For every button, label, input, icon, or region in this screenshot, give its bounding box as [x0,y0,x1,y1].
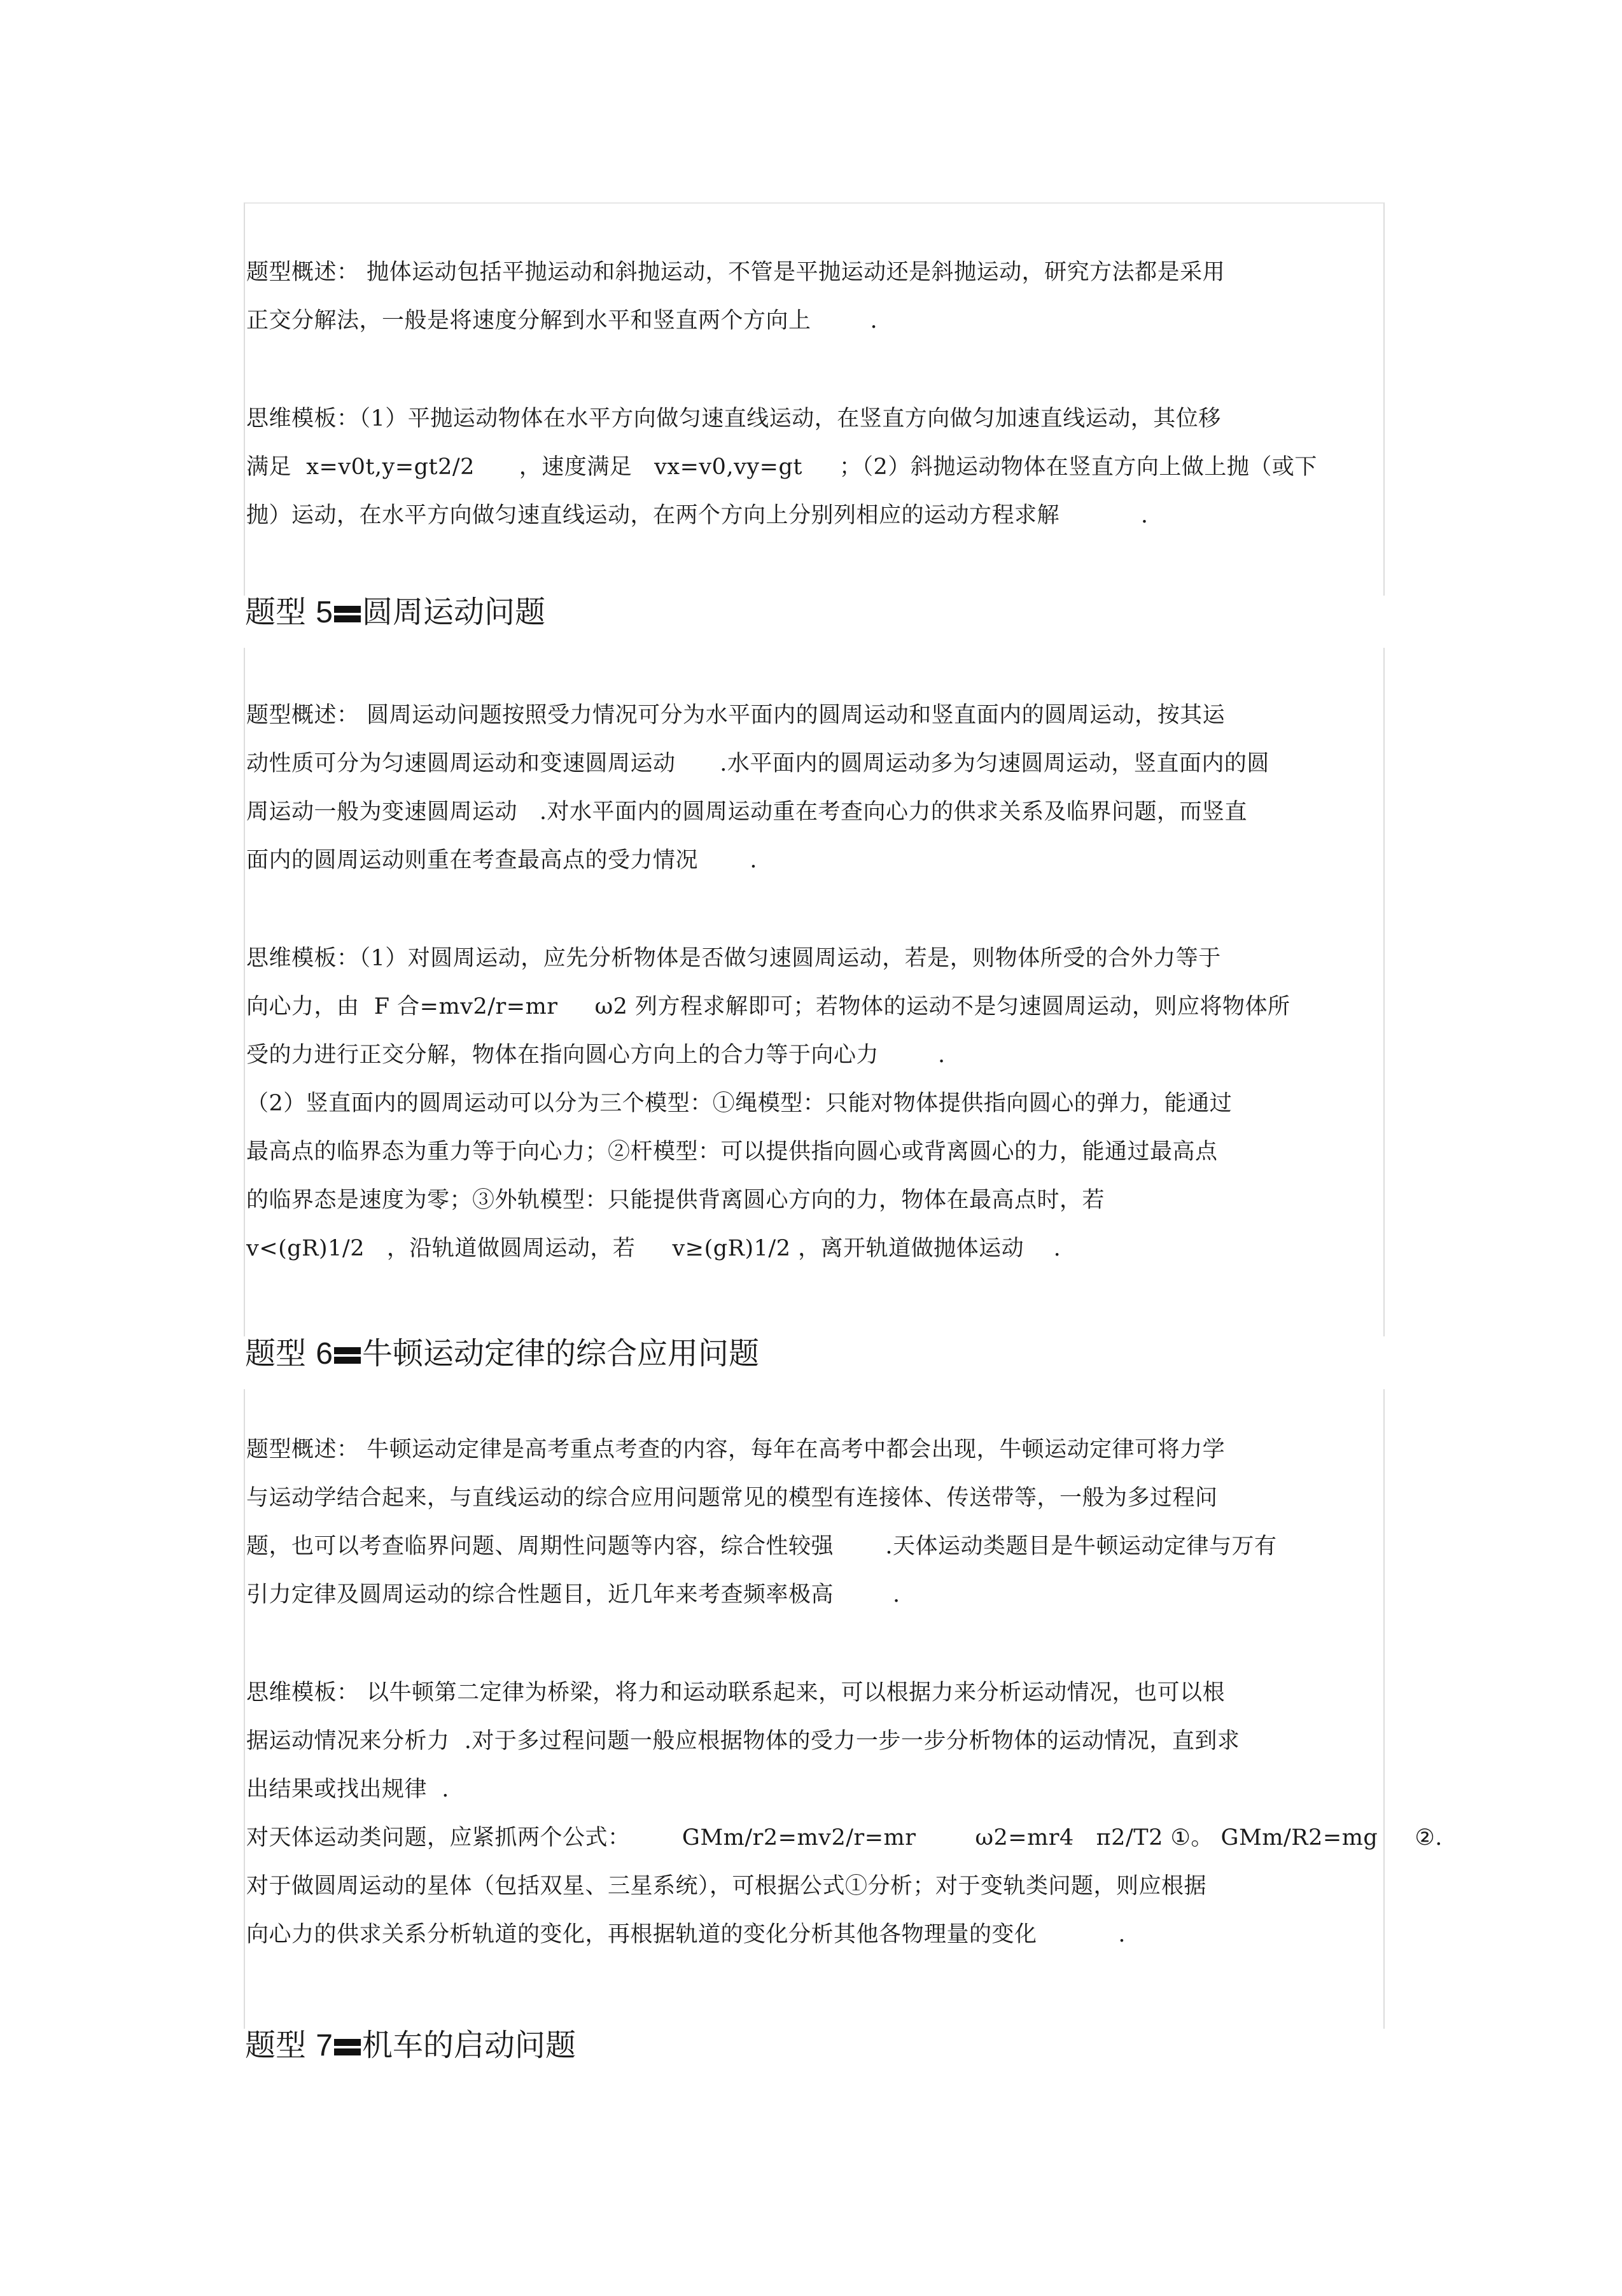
s5-overview-line-1: 题型概述： 圆周运动问题按照受力情况可分为水平面内的圆周运动和竖直面内的圆周运动，按其运 [246,703,1226,728]
s5-template-line-7: v<(gR)1/2 ，沿轨道做圆周运动，若 v≥(gR)1/2 ，离开轨道做抛体运动 . [246,1236,1061,1261]
heading-number: 7 [316,2029,333,2062]
heading-separator-mark [334,605,361,624]
heading-prefix: 题型 [245,2027,316,2063]
s4-template-line-3: 抛）运动，在水平方向做匀速直线运动，在两个方向上分别列相应的运动方程求解 . [246,503,1149,528]
s5-template-line-2: 向心力，由 F 合=mv2/r=mr ω2 列方程求解即可；若物体的运动不是匀速圆周运动，则应将物体所 [246,994,1290,1019]
s4-template-line-2: 满足 x=v0t,y=gt2/2 ，速度满足 vx=v0,vy=gt ；（2）斜抛运动物体在竖直方向上做上抛（或下 [246,454,1317,480]
s4-overview-line-1: 题型概述： 抛体运动包括平抛运动和斜抛运动，不管是平抛运动还是斜抛运动，研究方法都是采用 [246,260,1226,285]
heading-prefix: 题型 [245,594,316,630]
s4-template-line-1: 思维模板：（1）平抛运动物体在水平方向做匀速直线运动，在竖直方向做匀加速直线运动，其位移 [246,406,1221,431]
heading-separator-mark [334,2038,361,2057]
heading-title: 机车的启动问题 [361,2027,576,2063]
heading-prefix: 题型 [245,1336,316,1371]
heading-number: 5 [316,596,333,629]
s6-template-line-1: 思维模板： 以牛顿第二定律为桥梁，将力和运动联系起来，可以根据力来分析运动情况，也可以根 [246,1680,1226,1705]
s5-template-line-5: 最高点的临界态为重力等于向心力；②杆模型：可以提供指向圆心或背离圆心的力，能通过最高点 [246,1139,1218,1165]
s4-overview-line-2: 正交分解法，一般是将速度分解到水平和竖直两个方向上 . [246,308,878,333]
s5-overview-line-4: 面内的圆周运动则重在考查最高点的受力情况 . [246,848,758,873]
s5-template-line-1: 思维模板：（1）对圆周运动，应先分析物体是否做匀速圆周运动，若是，则物体所受的合外力等于 [246,946,1221,971]
s5-template-line-4: （2）竖直面内的圆周运动可以分为三个模型：①绳模型：只能对物体提供指向圆心的弹力，能通过 [246,1091,1233,1116]
s6-template-line-3: 出结果或找出规律 . [246,1777,449,1802]
heading-separator-mark [334,1346,361,1365]
s6-overview-line-2: 与运动学结合起来，与直线运动的综合应用问题常见的模型有连接体、传送带等，一般为多过程问 [246,1485,1218,1511]
s6-template-line-5: 对于做圆周运动的星体（包括双星、三星系统），可根据公式①分析；对于变轨类问题，则应根据 [246,1873,1207,1899]
s6-template-line-4: 对天体运动类问题，应紧抓两个公式： GMm/r2=mv2/r=mr ω2=mr4 π2/T2 ①。 GMm/R2=mg ②. [246,1825,1443,1851]
heading-title: 圆周运动问题 [361,594,545,630]
s6-overview-line-4: 引力定律及圆周运动的综合性题目，近几年来考查频率极高 . [246,1582,900,1607]
heading-title: 牛顿运动定律的综合应用问题 [361,1336,759,1371]
s6-template-line-6: 向心力的供求关系分析轨道的变化，再根据轨道的变化分析其他各物理量的变化 . [246,1922,1126,1947]
section-7-heading [245,2027,576,2064]
section-5-heading [245,594,545,631]
s5-overview-line-2: 动性质可分为匀速圆周运动和变速圆周运动 .水平面内的圆周运动多为匀速圆周运动，竖直面内的圆 [246,751,1269,776]
s6-overview-line-1: 题型概述： 牛顿运动定律是高考重点考查的内容，每年在高考中都会出现，牛顿运动定律可将力学 [246,1437,1226,1462]
s5-template-line-6: 的临界态是速度为零；③外轨模型：只能提供背离圆心方向的力，物体在最高点时，若 [246,1187,1105,1213]
s5-template-line-3: 受的力进行正交分解，物体在指向圆心方向上的合力等于向心力 . [246,1042,946,1068]
heading-number: 6 [316,1337,333,1371]
section-6-heading [245,1336,759,1372]
s5-overview-line-3: 周运动一般为变速圆周运动 .对水平面内的圆周运动重在考查向心力的供求关系及临界问题，而竖直 [246,799,1248,825]
s6-template-line-2: 据运动情况来分析力 .对于多过程问题一般应根据物体的受力一步一步分析物体的运动情况，直到求 [246,1728,1240,1754]
s6-overview-line-3: 题，也可以考查临界问题、周期性问题等内容，综合性较强 .天体运动类题目是牛顿运动定律与万有 [246,1534,1277,1559]
